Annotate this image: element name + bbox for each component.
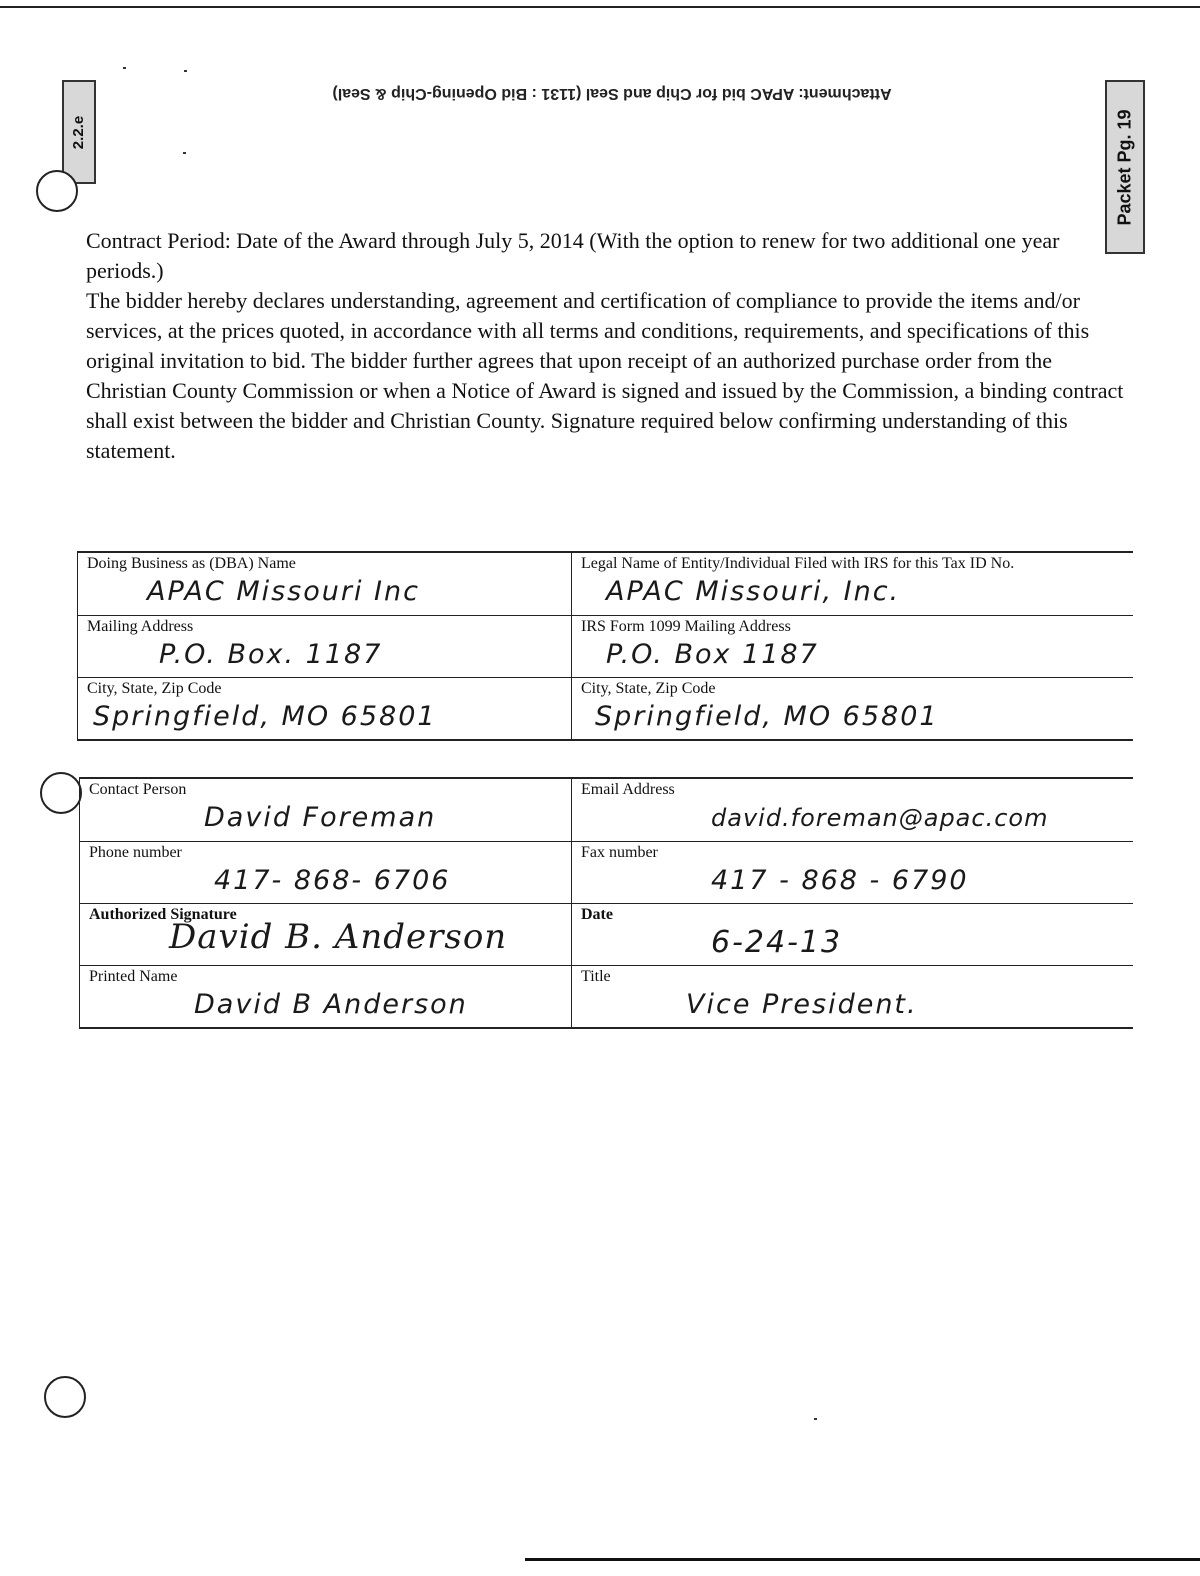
scan-top-border [0, 6, 1200, 8]
title-cell [572, 965, 1134, 1027]
contract-period-text: Contract Period: Date of the Award through July 5, 2014 (With the option to renew for two additional one year periods.) [86, 228, 1060, 283]
packet-page-number: Packet Pg. 19 [1114, 108, 1135, 226]
punch-hole-top [36, 170, 78, 212]
entity-info-form [77, 551, 1133, 741]
printed-name-value[interactable]: David B Anderson [194, 988, 468, 1020]
irs-mailing-address-label: IRS Form 1099 Mailing Address [581, 617, 791, 635]
mailing-address-value[interactable]: P.O. Box. 1187 [159, 638, 383, 670]
contact-person-value[interactable]: David Foreman [204, 802, 437, 833]
irs-city-state-zip-label: City, State, Zip Code [581, 679, 716, 697]
contact-person-cell [80, 779, 572, 841]
irs-city-state-zip-value[interactable]: Springfield, MO 65801 [595, 700, 939, 732]
fax-number-label: Fax number [581, 843, 658, 861]
irs-mailing-address-cell [572, 615, 1134, 677]
legal-name-value[interactable]: APAC Missouri, Inc. [606, 576, 901, 607]
agenda-item-stamp [62, 80, 96, 184]
bidder-declaration-text: The bidder hereby declares understanding, agreement and certification of compliance to provide the items and/or services, at the prices quoted, in accordance with all terms and conditions, requirements, and specifications of this original invitation to bid. The bidder further agrees that upon receipt of an authorized purchase order from the Christian County Commission or when a Notice of Award is signed and issued by the Commission, a binding contract shall exist between the bidder and Christian County. Signature required below confirming understanding of this statement. [86, 288, 1124, 463]
dba-name-cell [78, 553, 572, 615]
mailing-address-label: Mailing Address [87, 617, 194, 635]
mailing-address-cell [78, 615, 572, 677]
title-value[interactable]: Vice President. [686, 988, 918, 1020]
agenda-item-number: 2.2.e [70, 115, 88, 149]
fax-number-value[interactable]: 417 - 868 - 6790 [711, 864, 969, 896]
phone-number-label: Phone number [89, 843, 182, 861]
dba-name-label: Doing Business as (DBA) Name [87, 555, 296, 572]
authorized-signature-label: Authorized Signature [89, 905, 237, 923]
scan-speck [183, 152, 186, 154]
title-label: Title [581, 967, 611, 985]
city-state-zip-label: City, State, Zip Code [87, 679, 222, 697]
email-address-value[interactable]: david.foreman@apac.com [711, 804, 1049, 832]
irs-city-state-zip-cell [572, 677, 1134, 739]
dba-name-value[interactable]: APAC Missouri Inc [147, 576, 420, 607]
attachment-header: Attachment: APAC bid for Chip and Seal (1131 : Bid Opening-Chip & Seal) [332, 85, 892, 102]
contract-statement [86, 226, 1131, 466]
punch-hole-bottom [44, 1376, 86, 1418]
printed-name-label: Printed Name [89, 967, 178, 985]
email-address-cell [572, 779, 1134, 841]
date-value[interactable]: 6-24-13 [711, 924, 843, 960]
authorized-signature-cell [80, 903, 572, 965]
punch-hole-middle [40, 772, 82, 814]
authorized-signature-value[interactable]: David B. Anderson [169, 916, 508, 957]
phone-number-cell [80, 841, 572, 903]
phone-number-value[interactable]: 417- 868- 6706 [214, 864, 451, 896]
scan-speck [123, 67, 126, 69]
scan-bottom-border [525, 1558, 1200, 1561]
city-state-zip-cell [78, 677, 572, 739]
city-state-zip-value[interactable]: Springfield, MO 65801 [93, 700, 437, 732]
fax-number-cell [572, 841, 1134, 903]
contact-signature-form [79, 777, 1133, 1029]
scan-speck [184, 70, 187, 72]
email-address-label: Email Address [581, 781, 675, 798]
printed-name-cell [80, 965, 572, 1027]
scan-speck [814, 1418, 817, 1420]
legal-name-label: Legal Name of Entity/Individual Filed with IRS for this Tax ID No. [581, 555, 1015, 572]
date-label: Date [581, 905, 613, 923]
irs-mailing-address-value[interactable]: P.O. Box 1187 [606, 638, 819, 670]
contact-person-label: Contact Person [89, 781, 187, 798]
legal-name-cell [572, 553, 1134, 615]
date-cell [572, 903, 1134, 965]
